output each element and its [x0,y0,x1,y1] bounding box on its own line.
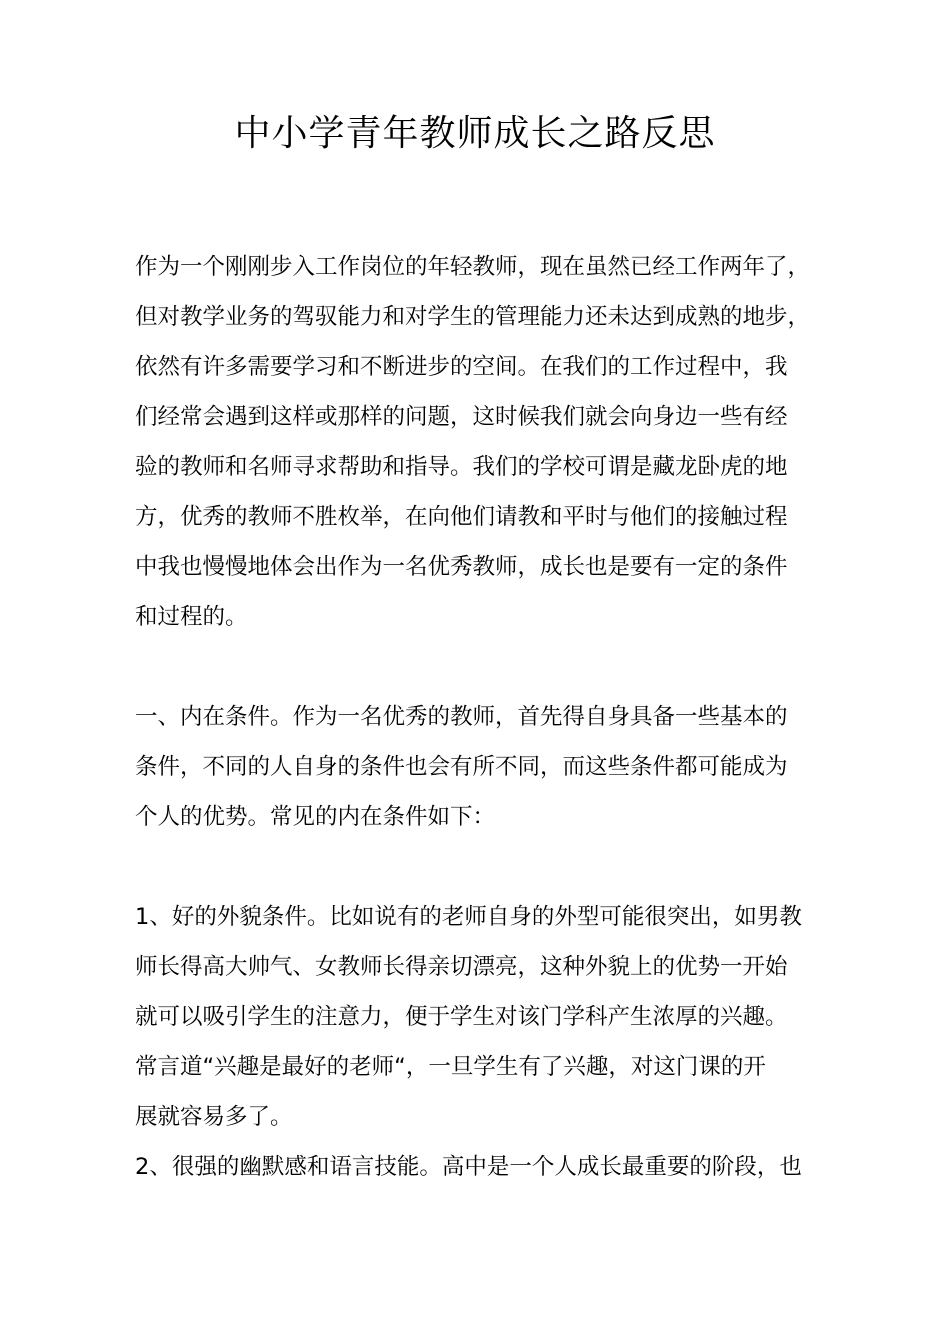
text-line: 作为一个刚刚步入工作岗位的年轻教师，现在虽然已经工作两年了， [135,254,811,280]
text-line: 1、好的外貌条件。比如说有的老师自身的外型可能很突出，如男教 [135,904,802,930]
text-line: 依然有许多需要学习和不断进步的空间。在我们的工作过程中，我 [135,354,788,380]
text-line: 就可以吸引学生的注意力，便于学生对该门学科产生浓厚的兴趣。 [135,1004,788,1030]
text-line: 一、内在条件。作为一名优秀的教师，首先得自身具备一些基本的 [135,704,788,730]
text-line: 展就容易多了。 [135,1104,293,1130]
text-line: 常言道“兴趣是最好的老师“，一旦学生有了兴趣，对这门课的开 [135,1054,766,1080]
text-line: 们经常会遇到这样或那样的问题，这时候我们就会向身边一些有经 [135,404,788,430]
paragraph-item-one [135,892,835,1142]
text-line: 中我也慢慢地体会出作为一名优秀教师，成长也是要有一定的条件 [135,554,788,580]
text-line: 验的教师和名师寻求帮助和指导。我们的学校可谓是藏龙卧虎的地 [135,454,788,480]
document-title: 中小学青年教师成长之路反思 [234,113,716,154]
text-line: 方，优秀的教师不胜枚举，在向他们请教和平时与他们的接触过程 [135,504,788,530]
text-line: 师长得高大帅气、女教师长得亲切漂亮，这种外貌上的优势一开始 [135,954,788,980]
text-line: 和过程的。 [135,604,248,630]
paragraph-intro [135,242,835,642]
text-line: 条件，不同的人自身的条件也会有所不同，而这些条件都可能成为 [135,754,788,780]
text-line: 2、很强的幽默感和语言技能。高中是一个人成长最重要的阶段，也 [135,1154,802,1180]
text-line: 个人的优势。常见的内在条件如下： [135,804,496,830]
paragraph-section-one [135,692,835,842]
text-line: 但对教学业务的驾驭能力和对学生的管理能力还未达到成熟的地步， [135,304,811,330]
paragraph-item-two [135,1142,835,1192]
